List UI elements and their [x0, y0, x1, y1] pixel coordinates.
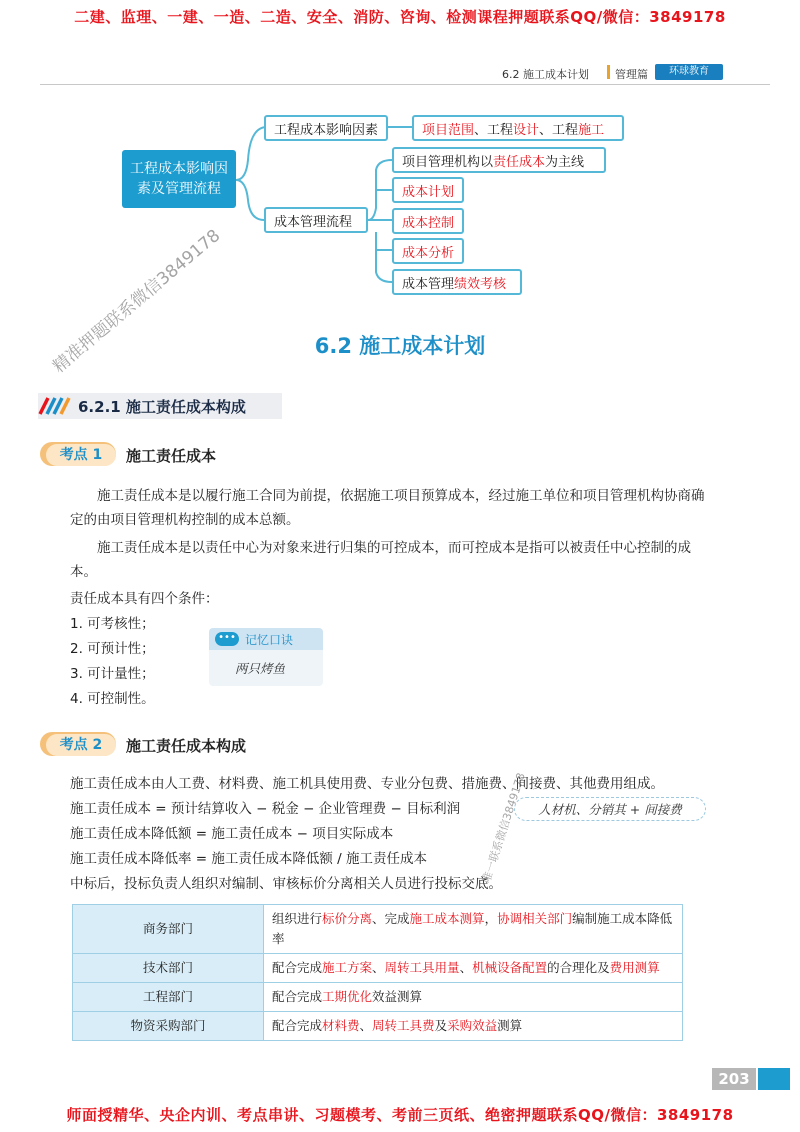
duty-text: 材料费: [322, 1018, 360, 1033]
duty-text: 采购效益: [447, 1018, 498, 1033]
mindmap-leaf-control: 成本控制: [392, 208, 464, 234]
duty-text: 、: [459, 960, 473, 975]
duty-text: 标价分离: [322, 911, 373, 926]
dept-name-cell: 物资采购部门: [73, 1012, 264, 1041]
dept-name-cell: 技术部门: [73, 954, 264, 983]
formula-line: 施工责任成本降低率 = 施工责任成本降低额 / 施工责任成本: [70, 851, 428, 867]
mindmap-leaf-plan: 成本计划: [392, 177, 464, 203]
duty-text: 配合完成: [272, 960, 323, 975]
duty-text: 施工方案: [322, 960, 373, 975]
condition-item: 4. 可控制性。: [70, 691, 155, 707]
table-row: [73, 905, 683, 954]
condition-item: 2. 可预计性；: [70, 641, 155, 657]
connector-root-branch1: [236, 127, 266, 180]
duty-text: ，: [484, 911, 498, 926]
mindmap-leaf-analysis: 成本分析: [392, 238, 464, 264]
duty-text: 、: [372, 960, 385, 975]
duty-text: 编制施工成本降低率: [272, 911, 673, 946]
duty-text: 施工成本测算: [409, 911, 485, 926]
keypoint-tag: 考点 1: [46, 444, 116, 466]
duty-text: 组织进行: [272, 911, 323, 926]
mindmap-leaf-mainline: [392, 147, 606, 173]
duty-text: 配合完成: [272, 1018, 323, 1033]
leaf-text-design: 设计: [513, 122, 540, 138]
table-row: [73, 954, 683, 983]
dots-icon: •••: [215, 632, 239, 646]
handwritten-note: 人材机、分销其 + 间接费: [514, 797, 706, 821]
mindmap-branch-factors: 工程成本影响因素: [264, 115, 388, 141]
page-number: 203: [712, 1068, 756, 1090]
header-section: 6.2 施工成本计划: [502, 68, 589, 81]
section-title: 6.2 施工成本计划: [314, 334, 486, 358]
keypoint-title: 施工责任成本构成: [126, 737, 247, 755]
leaf-text-b: 责任成本: [493, 154, 546, 170]
duty-text: 周转工具用量: [384, 960, 460, 975]
conditions-intro: 责任成本具有四个条件：: [70, 591, 219, 607]
leaf-text-d: 成本管理: [402, 276, 455, 292]
running-header: [0, 64, 800, 84]
leaf-text-sep2: 、工程: [539, 122, 579, 138]
leaf-text-a: 项目管理机构以: [402, 154, 494, 170]
leaf-text-e: 绩效考核: [454, 276, 507, 292]
duty-text: 效益测算: [372, 989, 423, 1004]
paragraph-definition: 施工责任成本是以履行施工合同为前提，依据施工项目预算成本，经过施工单位和项目管理机构协商确定的由项目管理机构控制的成本总额。: [70, 488, 705, 528]
memory-tip-title: 记忆口诀: [245, 633, 294, 647]
formula-line: 施工责任成本 = 预计结算收入 − 税金 − 企业管理费 − 目标利润: [70, 801, 461, 817]
publisher-logo: 环球教育: [655, 64, 723, 80]
stripes-icon: [38, 396, 74, 416]
department-table: [72, 904, 683, 1041]
keypoint-tag: 考点 2: [46, 734, 116, 756]
duty-text: 测算: [497, 1018, 523, 1033]
bid-line: 中标后，投标负责人组织对编制、审核标价分离相关人员进行投标交底。: [70, 876, 502, 892]
connector-branch2-leaf4: [376, 232, 392, 250]
connector-branch2-leaf5: [376, 250, 392, 282]
page-edge-tab: [758, 1068, 790, 1090]
duty-text: 的合理化及: [547, 960, 610, 975]
memory-tip-header: [209, 628, 323, 650]
watermark-vertical: 唯一联系微信3849178: [479, 771, 528, 885]
memory-tip-card: [209, 628, 323, 686]
formula-line: 施工责任成本降低额 = 施工责任成本 − 项目实际成本: [70, 826, 394, 842]
dept-duty-cell: [264, 1012, 683, 1041]
duty-text: 周转工具费: [372, 1018, 435, 1033]
table-row: [73, 983, 683, 1012]
mindmap-leaf-assessment: [392, 269, 522, 295]
mindmap-root: 工程成本影响因素及管理流程: [122, 150, 236, 208]
leaf-text-construction: 施工: [578, 122, 605, 138]
watermark-diagonal: 精准押题联系微信3849178: [49, 225, 225, 378]
top-banner: 二建、监理、一建、一造、二造、安全、消防、咨询、检测课程押题联系QQ/微信：3849178: [74, 8, 726, 26]
leaf-text-c: 为主线: [545, 154, 585, 170]
header-rule: [40, 84, 770, 85]
leaf-text-scope: 项目范围: [422, 122, 475, 138]
composition-line: 施工责任成本由人工费、材料费、施工机具使用费、专业分包费、措施费、间接费、其他费用组成。: [70, 776, 664, 792]
dept-duty-cell: [264, 983, 683, 1012]
connector-root-branch2: [236, 180, 264, 220]
table-row: [73, 1012, 683, 1041]
dept-name-cell: 商务部门: [73, 905, 264, 954]
leaf-text-sep1: 、工程: [474, 122, 514, 138]
header-divider: [607, 65, 610, 79]
condition-item: 3. 可计量性；: [70, 666, 155, 682]
mindmap-leaf-factors: [412, 115, 624, 141]
duty-text: 、完成: [372, 911, 410, 926]
subsection-heading: [38, 393, 282, 419]
dept-name-cell: 工程部门: [73, 983, 264, 1012]
duty-text: 、: [359, 1018, 373, 1033]
duty-text: 及: [434, 1018, 448, 1033]
condition-item: 1. 可考核性；: [70, 616, 155, 632]
header-category: 管理篇: [615, 68, 648, 81]
dept-duty-cell: [264, 954, 683, 983]
duty-text: 协调相关部门: [497, 911, 573, 926]
duty-text: 配合完成: [272, 989, 323, 1004]
duty-text: 机械设备配置: [472, 960, 548, 975]
subsection-title: 6.2.1 施工责任成本构成: [78, 398, 246, 416]
duty-text: 工期优化: [322, 989, 373, 1004]
dept-duty-cell: [264, 905, 683, 954]
keypoint-title: 施工责任成本: [126, 447, 217, 465]
paragraph-controllable: 施工责任成本是以责任中心为对象来进行归集的可控成本，而可控成本是指可以被责任中心控制的成本。: [70, 540, 691, 580]
duty-text: 费用测算: [609, 960, 660, 975]
memory-tip-body: 两只烤鱼: [235, 661, 286, 676]
mindmap-branch-process: 成本管理流程: [264, 207, 368, 233]
bottom-banner: 师面授精华、央企内训、考点串讲、习题模考、考前三页纸、绝密押题联系QQ/微信：3849178: [66, 1106, 734, 1124]
